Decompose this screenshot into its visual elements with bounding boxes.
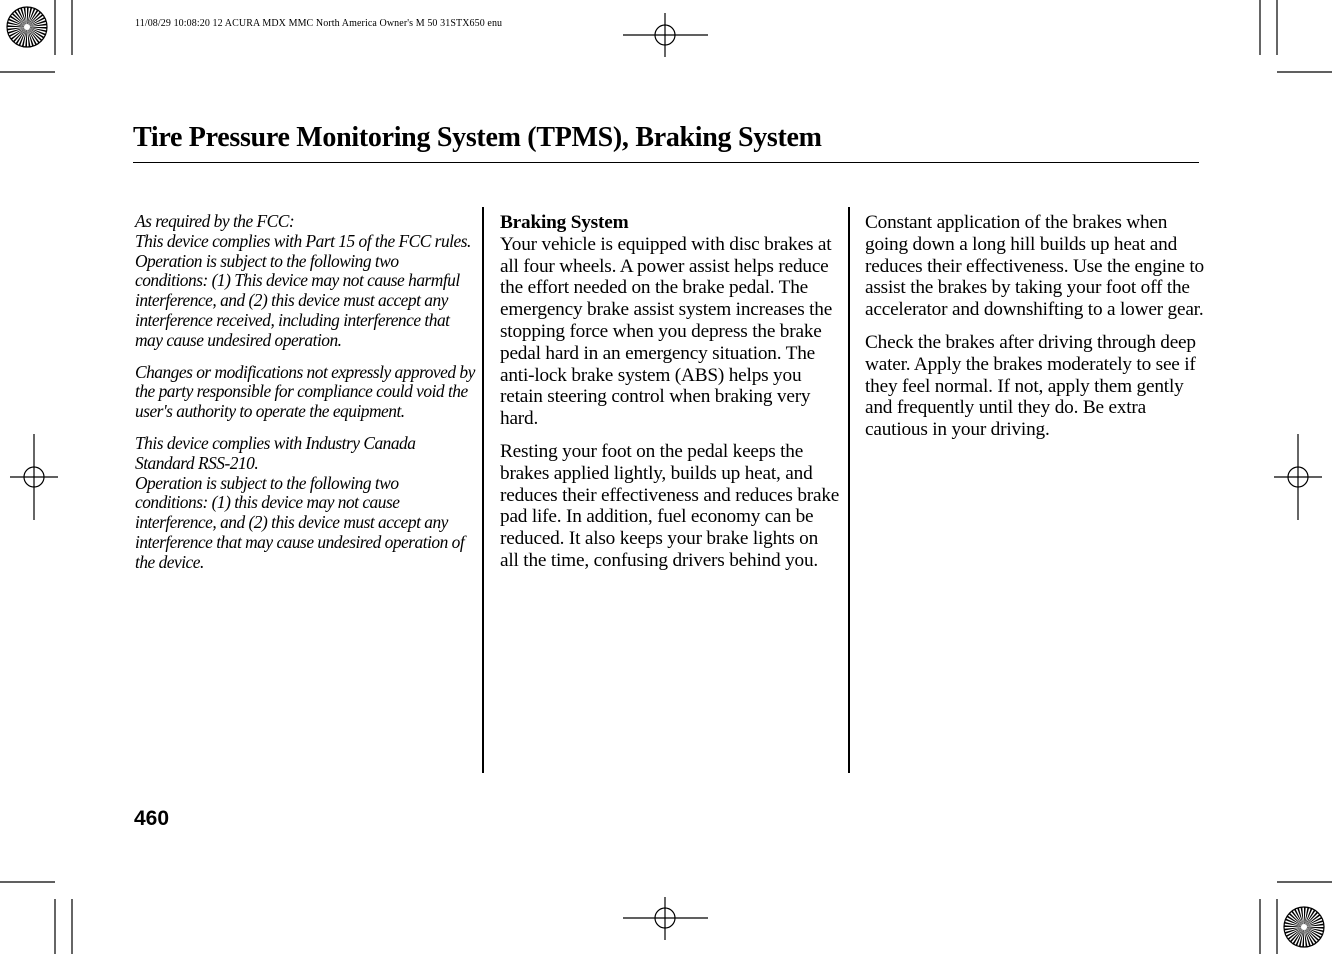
column-divider	[482, 207, 484, 773]
registration-target-icon	[10, 434, 58, 520]
registration-target-icon	[1274, 434, 1322, 520]
body-paragraph: Check the brakes after driving through deep water. Apply the brakes moderately to see if they feel normal. If not, apply them gently and frequently until they do. Be extra cautious in your driving.	[865, 331, 1196, 441]
fcc-notice-column	[135, 212, 475, 573]
starburst-registration-icon	[7, 7, 47, 47]
braking-tips-column	[865, 212, 1205, 441]
body-paragraph: Constant application of the brakes when going down a long hill builds up heat and reduces their effectiveness. Use the engine to assist the brakes by taking your foot off the accelerator and downshifting to a lower gear.	[865, 212, 1204, 321]
fcc-paragraph: As required by the FCC: This device complies with Part 15 of the FCC rules. Operation is subject to the following two conditions: (1) This device may not cause harmful interference, and (2) this device must accept any interference received, including interference that may cause undesired operation.	[135, 211, 471, 350]
starburst-registration-icon	[1284, 907, 1324, 947]
modification-warning-paragraph: Changes or modifications not expressly approved by the party responsible for compliance could void the user's authority to operate the equipment.	[135, 361, 475, 422]
braking-system-column	[500, 212, 840, 572]
print-slug: 11/08/29 10:08:20 12 ACURA MDX MMC North America Owner's M 50 31STX650 enu	[135, 18, 503, 29]
section-heading-braking-system: Braking System	[500, 212, 629, 233]
title-rule	[133, 162, 1199, 163]
column-divider	[848, 207, 850, 773]
industry-canada-paragraph: This device complies with Industry Canada Standard RSS-210. Operation is subject to the following two conditions: (1) this device may not cause interference, and (2) this device must accept any interference that may cause undesired operation of the device.	[135, 432, 465, 572]
registration-target-icon	[623, 13, 708, 57]
body-paragraph: Resting your foot on the pedal keeps the brakes applied lightly, builds up heat, and reduces their effectiveness and reduces brake pad life. In addition, fuel economy can be reduced. It also keeps your brake lights on all the time, confusing drivers behind you.	[500, 440, 840, 571]
page-number: 460	[134, 807, 170, 830]
registration-target-icon	[623, 897, 708, 940]
body-paragraph: Your vehicle is equipped with disc brakes at all four wheels. A power assist helps reduce the effort needed on the brake pedal. The emergency brake assist system increases the stopping force when you depress the brake pedal hard in an emergency situation. The anti-lock brake system (ABS) helps you retain steering control when braking very hard.	[500, 233, 833, 430]
page-title: Tire Pressure Monitoring System (TPMS), Braking System	[133, 122, 822, 153]
